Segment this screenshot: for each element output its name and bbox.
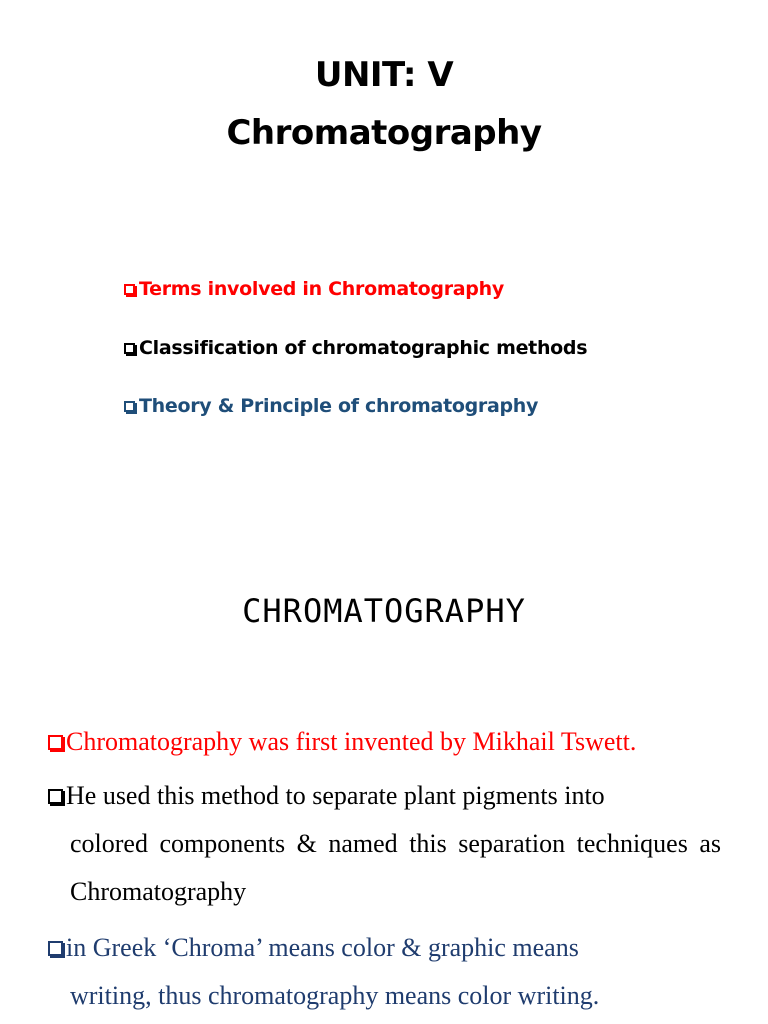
bullet-point-inventor: [48, 718, 721, 766]
checkbox-bullet-icon: [48, 789, 63, 804]
topic-item-theory: [124, 395, 538, 417]
bullet-point-method: [48, 772, 721, 916]
bullet-text-continuation: colored components & named this separation techniques as Chromatography: [70, 829, 721, 906]
checkbox-bullet-icon: [124, 284, 135, 295]
bullet-text-first-line: He used this method to separate plant pigments into: [66, 781, 605, 810]
topic-label: Theory & Principle of chromatography: [139, 395, 539, 417]
topic-label: Terms involved in Chromatography: [139, 278, 504, 300]
bullet-text-first-line: in Greek ‘Chroma’ means color & graphic means: [66, 933, 579, 962]
checkbox-bullet-icon: [124, 343, 135, 354]
topic-label: Classification of chromatographic methods: [139, 337, 588, 359]
slide-heading: CHROMATOGRAPHY: [242, 592, 526, 630]
topic-item-terms: [124, 278, 504, 300]
chapter-title: Chromatography: [226, 113, 542, 153]
bullet-text: Chromatography was first invented by Mikhail Tswett.: [66, 727, 637, 756]
bullet-point-greek-meaning: [48, 924, 721, 1020]
topic-item-classification: [124, 337, 587, 359]
checkbox-bullet-icon: [48, 735, 63, 750]
checkbox-bullet-icon: [124, 401, 135, 412]
checkbox-bullet-icon: [48, 941, 63, 956]
unit-title: UNIT: V: [314, 55, 454, 95]
bullet-text-continuation: writing, thus chromatography means color writing.: [70, 981, 600, 1010]
